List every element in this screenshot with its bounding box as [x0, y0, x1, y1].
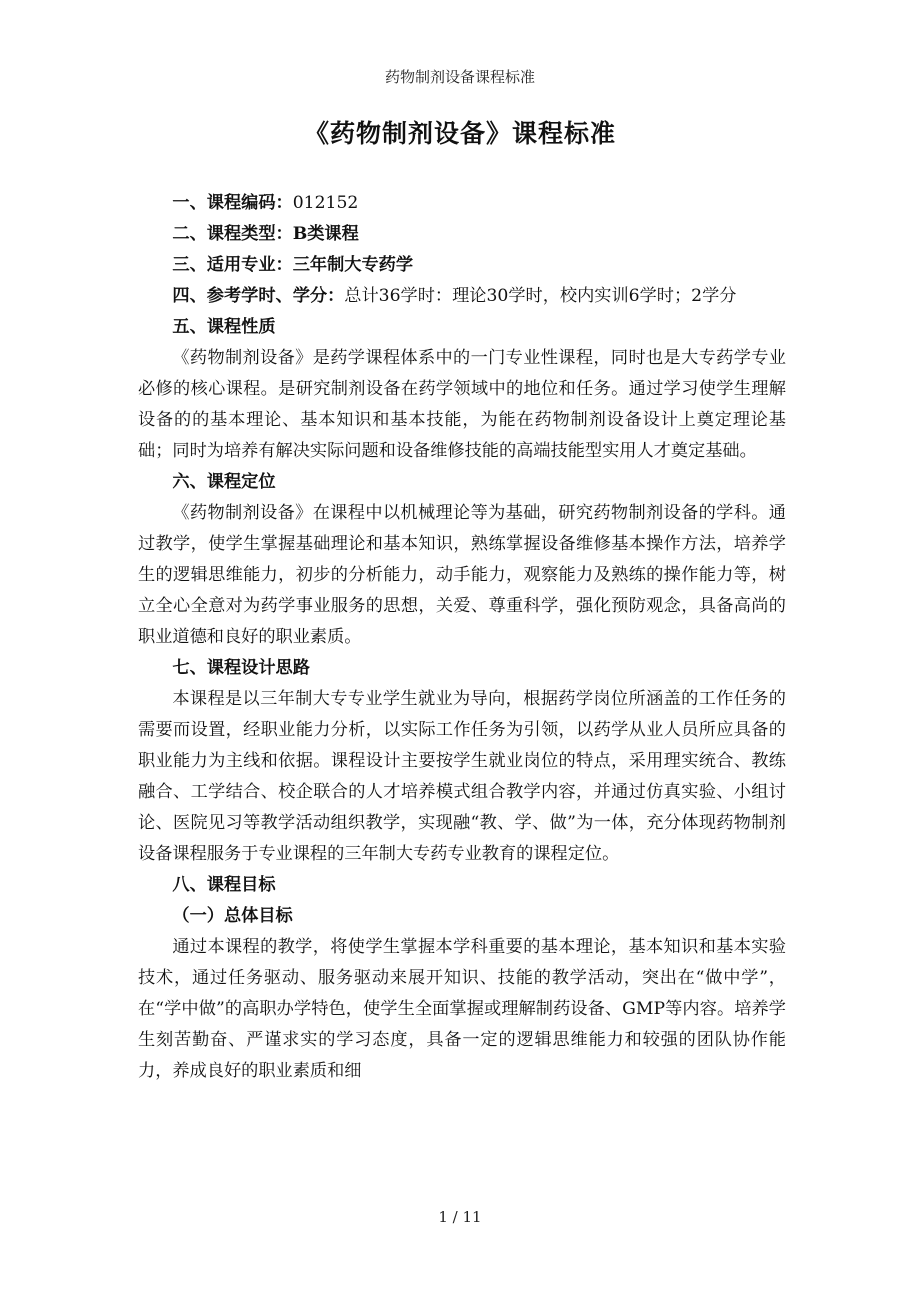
- course-code-value: 012152: [292, 193, 359, 213]
- page-indicator: 1 / 11: [438, 1208, 482, 1226]
- section-8-subheading: （一）总体目标: [172, 906, 293, 926]
- course-hours-value: 总计36学时：理论30学时，校内实训6学时；2学分: [344, 286, 737, 306]
- course-type-label: 二、课程类型：: [172, 224, 293, 244]
- document-body: [138, 188, 786, 1087]
- course-type-line: [138, 219, 786, 250]
- running-header: 药物制剂设备课程标准: [384, 68, 535, 86]
- section-7-text: 本课程是以三年制大专专业学生就业为导向，根据药学岗位所涵盖的工作任务的需要而设置，经职业能力分析，以实际工作任务为引领，以药学从业人员所应具备的职业能力为主线和依据。课程设计主要按学生就业岗位的特点，采用理实统合、教练融合、工学结合、校企联合的人才培养模式组合教学内容，并通过仿真实验、小组讨论、医院见习等教学活动组织教学，实现融“教、学、做”为一体，充分体现药物制剂设备课程服务于专业课程的三年制大专药专业教育的课程定位。: [138, 689, 786, 864]
- course-type-value: B类课程: [292, 224, 359, 244]
- course-hours-label: 四、参考学时、学分：: [172, 286, 345, 306]
- course-major-value: 三年制大专药学: [292, 255, 414, 275]
- section-8-heading: 八、课程目标: [172, 875, 276, 895]
- section-6-text: 《药物制剂设备》在课程中以机械理论等为基础，研究药物制剂设备的学科。通过教学，使学生掌握基础理论和基本知识，熟练掌握设备维修基本操作方法，培养学生的逻辑思维能力，初步的分析能力，动手能力，观察能力及熟练的操作能力等，树立全心全意对为药学事业服务的思想，关爱、尊重科学，强化预防观念，具备高尚的职业道德和良好的职业素质。: [138, 503, 786, 647]
- course-major-line: [138, 250, 786, 281]
- course-major-label: 三、适用专业：: [172, 255, 293, 275]
- section-8-text: 通过本课程的教学，将使学生掌握本学科重要的基本理论，基本知识和基本实验技术，通过任务驱动、服务驱动来展开知识、技能的教学活动，突出在“做中学”，在“学中做”的高职办学特色，使学生全面掌握或理解制药设备、GMP等内容。培养学生刻苦勤奋、严谨求实的学习态度，具备一定的逻辑思维能力和较强的团队协作能力，养成良好的职业素质和细: [138, 937, 786, 1081]
- document-title: 《药物制剂设备》课程标准: [303, 119, 616, 148]
- course-code-line: [138, 188, 786, 219]
- course-code-label: 一、课程编码：: [172, 193, 293, 213]
- section-7-heading: 七、课程设计思路: [172, 658, 310, 678]
- section-5-heading: 五、课程性质: [172, 317, 276, 337]
- section-5-text: 《药物制剂设备》是药学课程体系中的一门专业性课程，同时也是大专药学专业必修的核心课程。是研究制剂设备在药学领域中的地位和任务。通过学习使学生理解设备的的基本理论、基本知识和基本技能，为能在药物制剂设备设计上奠定理论基础；同时为培养有解决实际问题和设备维修技能的高端技能型实用人才奠定基础。: [138, 348, 786, 461]
- course-hours-line: [138, 281, 786, 312]
- section-6-heading: 六、课程定位: [172, 472, 276, 492]
